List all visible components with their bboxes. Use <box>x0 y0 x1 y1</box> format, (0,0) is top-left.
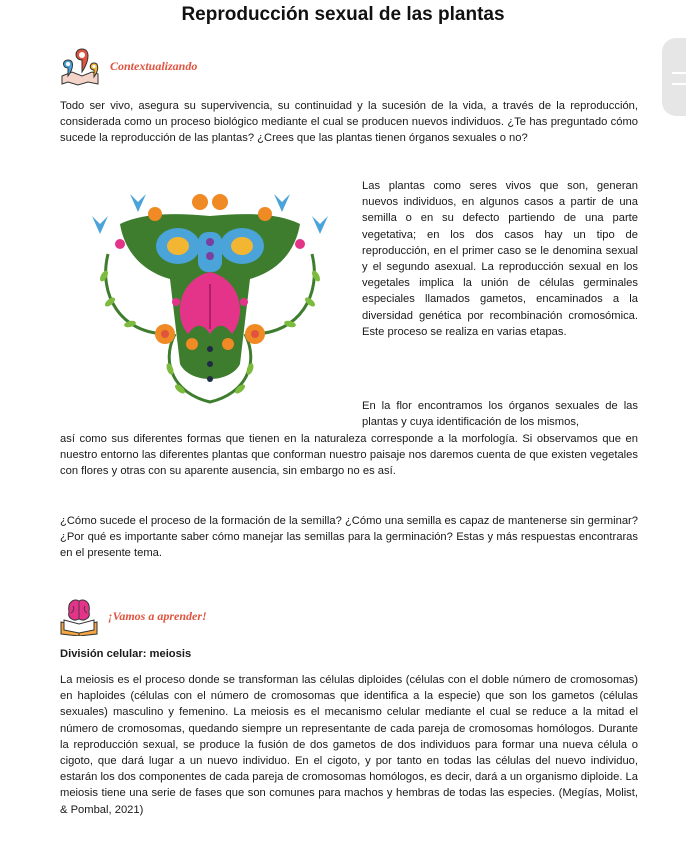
intro-paragraph: Todo ser vivo, asegura su supervivencia, su continuidad y la sucesión de la vida, a través de la reproducción, considerada como un proceso biológico mediante el cual se producen nuevos individuos. ¿Te has preguntado cómo sucede la reproducción de las plantas? ¿Crees que las plantas tienen órganos sexuales o no? <box>60 100 638 145</box>
page-title: Reproducción sexual de las plantas <box>181 4 505 25</box>
side-paragraph: Las plantas como seres vivos que son, generan nuevos individuos, en algunos casos a partir de una semilla o en su defecto partiendo de una parte vegetativa; en los dos casos hay un tipo de reproducción, en el primer caso se le denomina sexual y el segundo asexual. La reproducción sexual en los vegetales implica la unión de células germinales especiales llamados gametos, encaminados a la diversidad genética por recombinación cromosómica. Este proceso se realiza en varias etapas. <box>362 180 638 338</box>
book-brain-icon <box>58 596 100 636</box>
flower-reproductive-illustration <box>80 184 340 410</box>
side-menu-tab[interactable] <box>662 38 686 116</box>
meiosis-subheading: División celular: meiosis <box>60 648 192 660</box>
meiosis-paragraph: La meiosis es el proceso donde se transforman las células diploides (células con el doble número de cromosomas) en haploides (células con el número de cromosomas que identifica a la especie) que son los gametos (células sexuales) masculino y femenino. La meiosis es el mecanismo celular mediante el cual se reduce a la mitad el número de cromosomas, quedando siempre un representante de cada pareja de cromosomas homólogos. Durante la reproducción sexual, se produce la fusión de dos gametos de dos individuos para formar una nueva célula o cigoto, que dará lugar a un nuevo individuo. En el cigoto, y por tanto en todas las células del nuevo individuo, estarán los dos componentes de cada pareja de cromosomas homólogos, es decir, dará a un organismo diploide. La meiosis tiene una serie de fases que son comunes para machos y hembras de todas las especies. (Megías, Molist, & Pombal, 2021) <box>60 674 638 816</box>
section-context-header <box>58 46 197 86</box>
flower-paragraph-rest: así como sus diferentes formas que tienen en la naturaleza corresponde a la morfología. Si observamos que en nuestro entorno las diferentes plantas que conforman nuestro paisaje nos daremos cuenta de que existen vegetales con flores y otras con su aparente ausencia, sin embargo no es así. <box>60 433 638 478</box>
section-context-label: Contextualizando <box>110 58 198 73</box>
hamburger-icon[interactable] <box>672 72 686 85</box>
questions-paragraph: ¿Cómo sucede el proceso de la formación de la semilla? ¿Cómo una semilla es capaz de mantenerse sin germinar? ¿Por qué es importante saber cómo manejar las semillas para la germinación? Estas y más respuestas encontraras en el presente tema. <box>60 515 638 560</box>
flower-paragraph-start: En la flor encontramos los órganos sexuales de las plantas y cuya identificación de los mismos, <box>362 400 638 429</box>
section-learn-header <box>58 596 207 636</box>
section-learn-label: ¡Vamos a aprender! <box>108 608 207 623</box>
map-pins-icon <box>58 46 102 86</box>
